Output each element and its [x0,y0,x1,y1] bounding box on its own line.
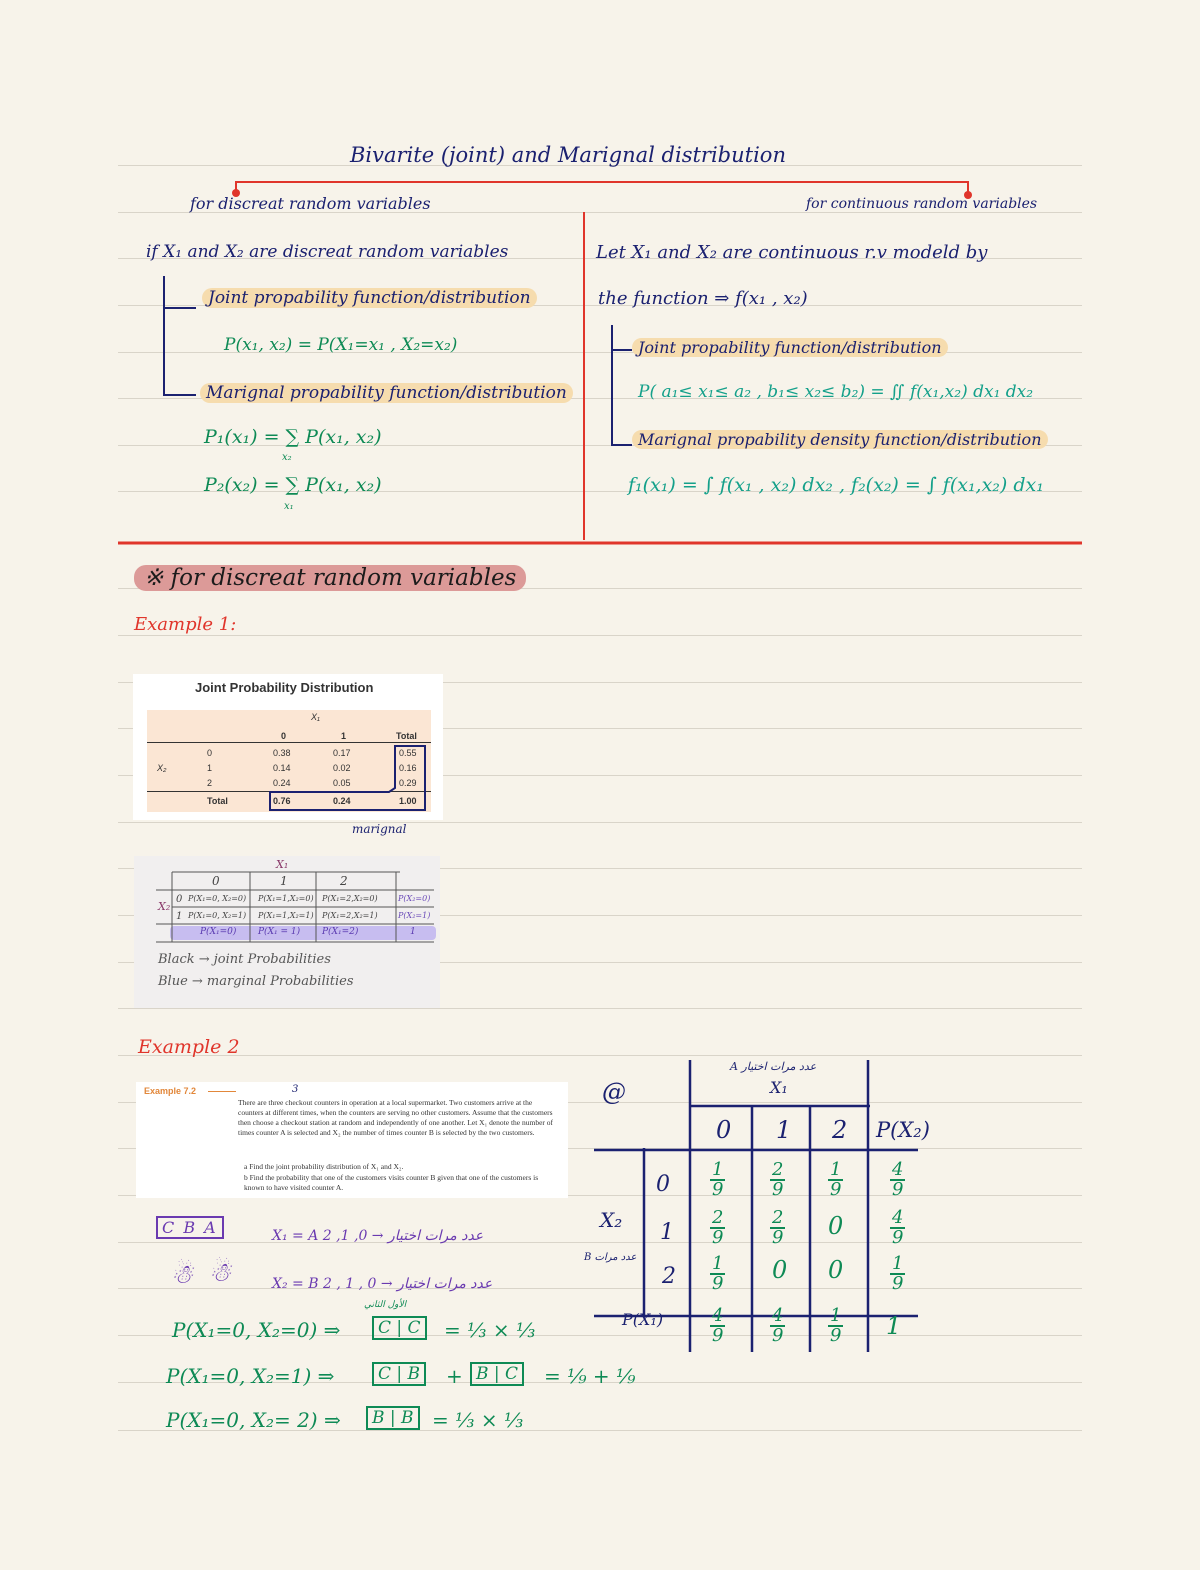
example1-label: Example 1: [134,614,237,635]
person-icon: ☃ [170,1260,194,1290]
example1-cell: 0.29 [399,778,417,788]
example2-problem-text: There are three checkout counters in operation at a local supermarket. Two customers arrive at the counters at different times, when the counters are serving no other customers. Assume that the customers then choose a checkout station at random and independently of one another. Let X₁ denote the number of times counter A is selected and X₂ the number of times counter B is selected by the two customers. [238,1098,554,1137]
prob-table-row-label: 0 [656,1172,670,1197]
discrete-joint-formula: P(x₁, x₂) = P(X₁=x₁ , X₂=x₂) [224,335,458,355]
table2-legend-black: Black → joint Probabilities [158,952,331,967]
continuous-marginals: f₁(x₁) = ∫ f(x₁ , x₂) dx₂ , f₂(x₂) = ∫ f(x₁,x₂) dx₁ [628,474,1044,496]
discrete-marginal-label: Marignal propability function/distribution [200,383,573,403]
table2-col: 2 [340,874,348,888]
example2-x2-def: X₂ = B عدد مرات اختيار → 0 , 1 , 2 [272,1276,493,1292]
example2-problem-card [136,1082,568,1198]
eq2-box2: B | C [470,1362,524,1386]
example1-total-cell: 1.00 [399,796,417,806]
example1-marginal-note: marignal [352,822,407,836]
continuous-joint-formula: P( a₁≤ x₁≤ a₂ , b₁≤ x₂≤ b₂) = ∬ f(x₁,x₂) dx₁ dx₂ [638,382,1034,402]
prob-cell: $\frac{1}{9}$ [712,1253,724,1294]
example2-label: Example 2 [138,1036,240,1058]
table2-cell: P(X₁=1,X₂=0) [258,894,314,903]
section-heading: ※ for discreat random variables [134,565,526,591]
table2-marg-cell: P(X₁ = 1) [258,927,301,937]
prob-table-x1: X₁ [770,1078,788,1097]
prob-table-x2-note: B عدد مرات [584,1252,637,1263]
prob-cell: $\frac{2}{9}$ [772,1159,784,1200]
prob-marg-cell: $\frac{4}{9}$ [892,1207,904,1248]
example2-counters: C B A [156,1216,224,1239]
prob-marg-cell: $\frac{4}{9}$ [772,1305,784,1346]
table2-cell: P(X₁=0, X₂=1) [188,911,247,920]
example1-cell: 0.16 [399,763,417,773]
prob-cell: 0 [828,1212,844,1240]
discrete-p2-sub: x₁ [284,501,294,512]
example2-prob-table [584,1056,950,1356]
prob-marg-cell: $\frac{1}{9}$ [830,1305,842,1346]
discrete-p2: P₂(x₂) = ∑ P(x₁, x₂) [204,474,382,496]
example1-total-label: Total [207,796,228,806]
eq1-left: P(X₁=0, X₂=0) ⇒ [172,1318,341,1342]
continuous-marginal-label: Marignal propability density function/distribution [632,430,1048,449]
example1-col-total: Total [396,731,417,741]
prob-table-col: 2 [832,1116,848,1144]
continuous-joint-label: Joint propability function/distribution [632,338,948,357]
table2-x1: X₁ [276,858,289,871]
eq1-right: = ⅓ × ⅓ [444,1318,536,1342]
person-icon: ☃ [208,1258,232,1288]
prob-marg-label: P(X₁) [622,1310,664,1329]
prob-table-row-label: 2 [662,1264,676,1289]
example1-x1-label: X₁ [311,712,320,722]
example1-total-cell: 0.24 [333,796,351,806]
table2-row-label: 1 [176,911,183,922]
example1-col-1: 1 [341,731,347,741]
example1-x2-label: X₂ [157,763,167,773]
discrete-joint-label: Joint propability function/distribution [202,288,537,308]
example2-x1-def: X₁ = A عدد مرات اختيار → 0, 1, 2 [272,1228,484,1244]
prob-marg-cell: $\frac{4}{9}$ [892,1159,904,1200]
eq2-left: P(X₁=0, X₂=1) ⇒ [166,1364,335,1388]
branch-discrete-label: for discreat random variables [190,194,431,213]
prob-table-x2: X₂ [600,1208,623,1232]
eq2-box1: C | B [372,1362,426,1386]
eq2-plus: + [446,1364,463,1388]
table2-legend-blue: Blue → marginal Probabilities [158,974,354,989]
example1-col-0: 0 [281,731,287,741]
table2-marg-cell: P(X₁=0) [200,927,237,937]
table2-cell: P(X₁=2,X₂=1) [322,911,378,920]
table2-col: 1 [280,874,288,888]
example1-table2-card [134,856,440,1008]
eq3-left: P(X₁=0, X₂= 2) ⇒ [166,1408,341,1432]
example1-table-card [133,674,443,820]
prob-cell: 0 [772,1256,788,1284]
example2-book-label: Example 7.2 [144,1086,197,1096]
example1-marginal-outline [133,674,443,820]
continuous-intro2: the function ⇒ f(x₁ , x₂) [598,288,808,309]
prob-table-col: 0 [716,1116,732,1144]
prob-table-header-note: A عدد مرات اختيار [730,1060,817,1073]
table2-cell: P(X₁=2,X₂=0) [322,894,378,903]
eq1-boxes: C | C [372,1316,427,1340]
example1-table-title: Joint Probability Distribution [195,680,374,695]
discrete-p1: P₁(x₁) = ∑ P(x₁, x₂) [204,426,382,448]
table2-col: 0 [212,874,220,888]
prob-cell: $\frac{2}{9}$ [772,1207,784,1248]
eq3-right: = ⅓ × ⅓ [432,1408,524,1432]
example1-row-label: 2 [207,778,213,788]
example1-cell: 0.38 [273,748,291,758]
example1-cell: 0.55 [399,748,417,758]
example2-part-a: a Find the joint probability distribution of X₁ and X₂. [244,1162,404,1171]
table2-row-label: 0 [176,894,183,905]
example2-annotation-3: 3 [292,1084,299,1095]
eq2-right: = ⅑ + ⅑ [544,1364,636,1388]
example1-row-label: 1 [207,763,213,773]
table2-cell: P(X₁=1,X₂=1) [258,911,314,920]
page-title: Bivarite (joint) and Marignal distribution [350,143,786,167]
example1-cell: 0.24 [273,778,291,788]
eq3-boxes: B | B [366,1406,420,1430]
prob-cell: $\frac{1}{9}$ [712,1159,724,1200]
example1-cell: 0.02 [333,763,351,773]
example1-cell: 0.05 [333,778,351,788]
example2-part-b: b Find the probability that one of the customers visits counter B given that one of the customers is known to have visited counter A. [244,1173,539,1192]
prob-table-a: @ [602,1078,626,1106]
prob-table-col: P(X₂) [876,1118,930,1142]
table2-marg-cell: P(X₁=2) [322,927,359,937]
prob-cell: $\frac{2}{9}$ [712,1207,724,1248]
discrete-intro: if X₁ and X₂ are discreat random variables [146,242,509,262]
table2-marg-cell: P(X₂=1) [398,911,431,920]
prob-marg-cell: $\frac{1}{9}$ [892,1253,904,1294]
table2-marg-cell: P(X₂=0) [398,894,431,903]
prob-cell: $\frac{1}{9}$ [830,1159,842,1200]
table2-x2: X₂ [158,900,171,913]
table2-marg-cell: 1 [410,927,416,937]
prob-table-col: 1 [776,1116,792,1144]
prob-marg-total: 1 [886,1312,902,1340]
prob-cell: 0 [828,1256,844,1284]
continuous-intro: Let X₁ and X₂ are continuous r.v modeld by [596,242,988,263]
eq1-note: الأول الثاني [364,1300,407,1310]
prob-marg-cell: $\frac{4}{9}$ [712,1305,724,1346]
branch-continuous-label: for continuous random variables [806,196,1038,212]
discrete-p1-sub: x₂ [282,452,292,463]
example1-cell: 0.17 [333,748,351,758]
example1-cell: 0.14 [273,763,291,773]
table2-cell: P(X₁=0, X₂=0) [188,894,247,903]
prob-table-row-label: 1 [660,1220,674,1245]
example1-row-label: 0 [207,748,213,758]
example2-book-line [208,1091,236,1092]
example1-total-cell: 0.76 [273,796,291,806]
